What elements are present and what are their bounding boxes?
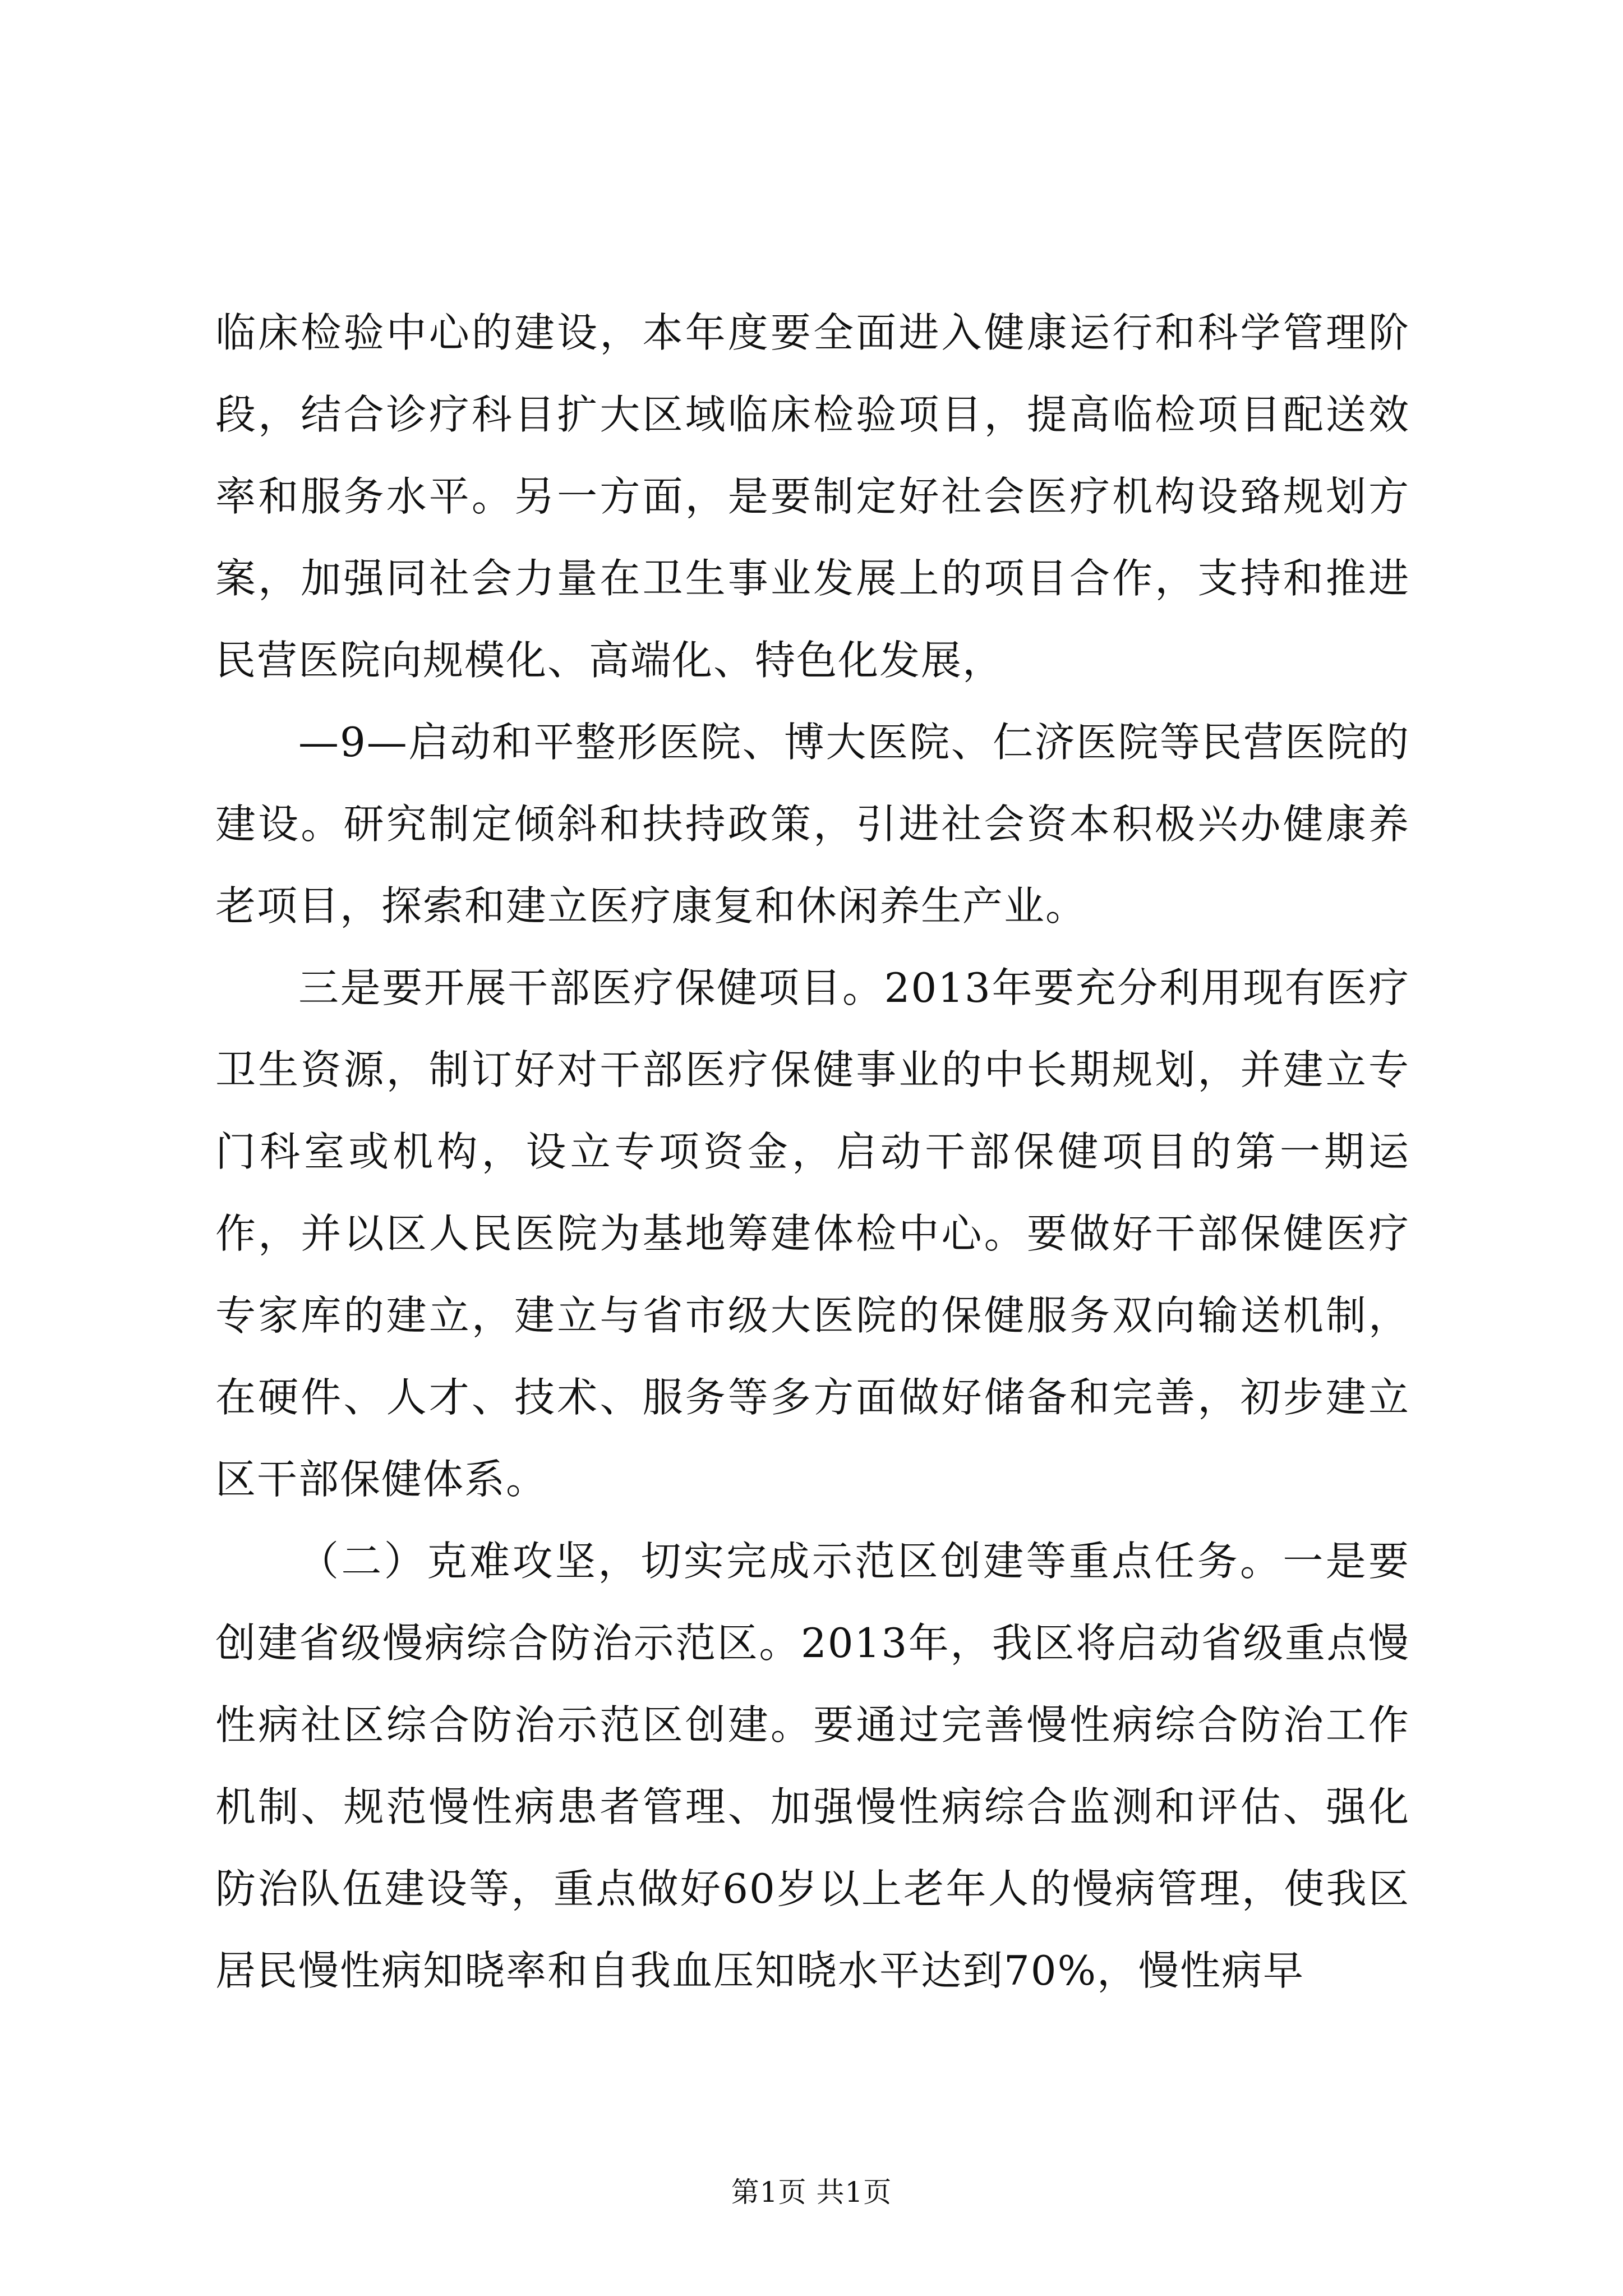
- paragraph: —9—启动和平整形医院、博大医院、仁济医院等民营医院的建设。研究制定倾斜和扶持政策，引进社会资本积极兴办健康养老项目，探索和建立医疗康复和休闲养生产业。: [215, 719, 1410, 930]
- paragraph: 临床检验中心的建设，本年度要全面进入健康运行和科学管理阶段，结合诊疗科目扩大区域临床检验项目，提高临检项目配送效率和服务水平。另一方面，是要制定好社会医疗机构设臵规划方案，加强同社会力量在卫生事业发展上的项目合作，支持和推进民营医院向规模化、高端化、特色化发展，: [215, 309, 1410, 684]
- page-footer: 第1页 共1页: [731, 2176, 892, 2208]
- document-body: [215, 292, 1410, 2012]
- paragraph: 三是要开展干部医疗保健项目。2013年要充分利用现有医疗卫生资源，制订好对干部医疗保健事业的中长期规划，并建立专门科室或机构，设立专项资金，启动干部保健项目的第一期运作，并以区人民医院为基地筹建体检中心。要做好干部保健医疗专家库的建立，建立与省市级大医院的保健服务双向输送机制，在硬件、人才、技术、服务等多方面做好储备和完善，初步建立区干部保健体系。: [215, 964, 1410, 1503]
- paragraph: （二）克难攻坚，切实完成示范区创建等重点任务。一是要创建省级慢病综合防治示范区。2013年，我区将启动省级重点慢性病社区综合防治示范区创建。要通过完善慢性病综合防治工作机制、规范慢性病患者管理、加强慢性病综合监测和评估、强化防治队伍建设等，重点做好60岁以上老年人的慢病管理，使我区居民慢性病知晓率和自我血压知晓水平达到70%，慢性病早: [215, 1538, 1410, 1994]
